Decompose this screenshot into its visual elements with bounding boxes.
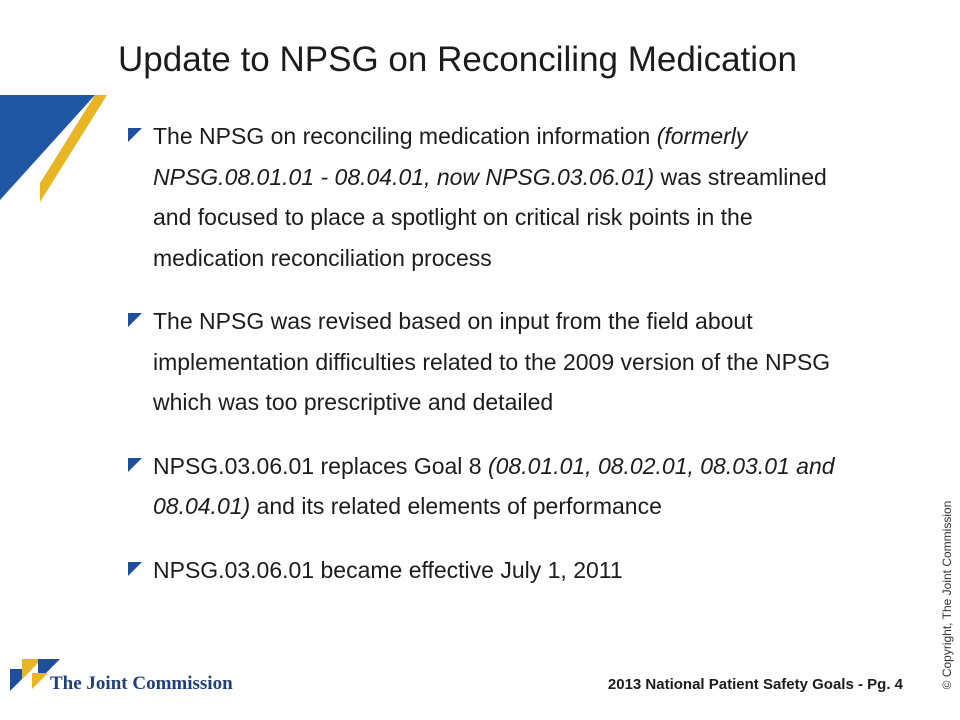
bullet-text-segment-italic: (08.01.01, 08.02.01, 08.03.01 and 08.04.01) bbox=[153, 452, 835, 519]
bullet-text bbox=[153, 123, 827, 271]
bullet-text-segment: and its related elements of performance bbox=[250, 493, 662, 519]
bullet-text-segment: NPSG.03.06.01 became effective July 1, 2011 bbox=[153, 556, 623, 583]
bullet-list bbox=[128, 116, 868, 590]
logo-text: The Joint Commission bbox=[50, 673, 233, 694]
footer-page-label: 2013 National Patient Safety Goals - Pg. 4 bbox=[607, 676, 903, 693]
bullet-text bbox=[153, 557, 623, 583]
copyright-text: © Copyright, The Joint Commission bbox=[940, 500, 954, 690]
triangle-bullet-icon bbox=[128, 562, 142, 576]
copyright-container bbox=[937, 495, 957, 695]
bullet-text-segment-italic: (formerly NPSG.08.01.01 - 08.04.01, now NPSG.03.06.01) bbox=[153, 123, 748, 190]
bullet-item bbox=[128, 116, 868, 278]
bullet-text-segment: NPSG.03.06.01 replaces Goal 8 bbox=[153, 452, 488, 479]
triangle-bullet-icon bbox=[128, 128, 142, 142]
bullet-text bbox=[153, 453, 835, 520]
bullet-text-segment: was streamlined and focused to place a spotlight on critical risk points in the medication reconciliation process bbox=[153, 163, 827, 271]
triangle-bullet-icon bbox=[128, 458, 142, 472]
bullet-text-segment: The NPSG was revised based on input from the field about implementation difficulties related to the 2009 version of the NPSG which was too prescriptive and detailed bbox=[153, 308, 831, 415]
bullet-text-segment: The NPSG on reconciling medication information bbox=[153, 123, 657, 149]
bullet-item bbox=[128, 446, 868, 527]
slide-title: Update to NPSG on Reconciling Medication bbox=[118, 40, 797, 79]
bullet-text bbox=[153, 308, 830, 415]
bullet-item bbox=[128, 550, 868, 591]
bullet-item bbox=[128, 301, 868, 423]
corner-triangles-graphic bbox=[0, 95, 108, 207]
triangle-bullet-icon bbox=[128, 313, 142, 327]
